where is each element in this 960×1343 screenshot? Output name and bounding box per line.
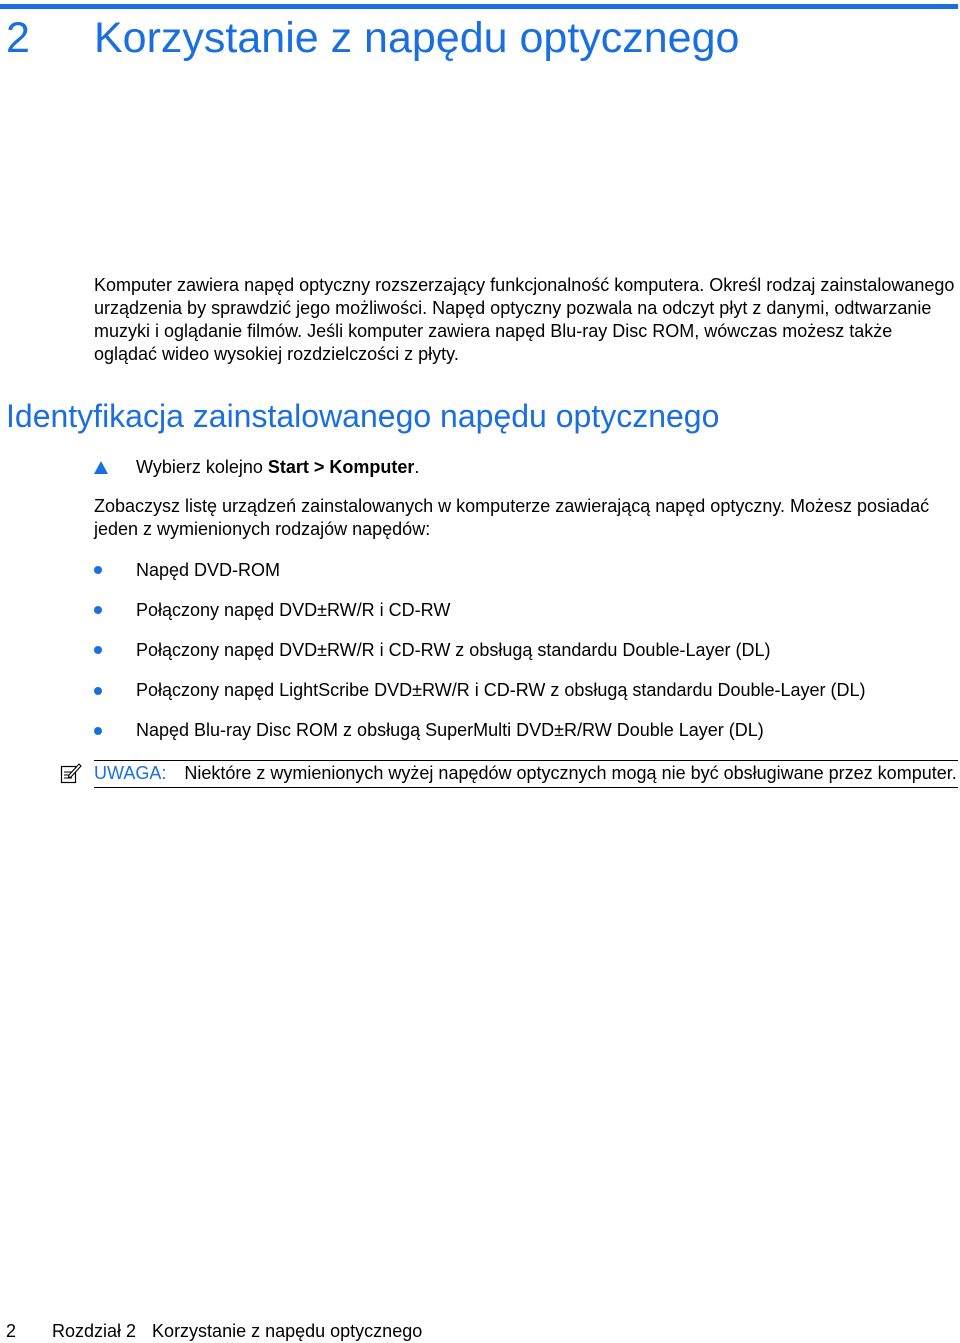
chapter-heading [6, 14, 739, 66]
step-start-label: Start [267, 456, 309, 477]
result-paragraph: Zobaczysz listę urządzeń zainstalowanych w komputerze zawierającą napęd optyczny. Możesz posiadać jeden z wymienionych rodzajów napędów: [94, 496, 930, 539]
list-item [94, 678, 866, 704]
drive-list [94, 557, 866, 758]
drive-label: Połączony napęd DVD±RW/R i CD-RW [136, 599, 451, 620]
bullet-icon [94, 687, 102, 695]
bullet-icon [94, 566, 102, 574]
chapter-number: 2 [6, 14, 30, 62]
drive-label: Napęd DVD-ROM [136, 559, 281, 580]
step-computer-label: Komputer [329, 456, 415, 477]
bullet-icon [94, 646, 102, 654]
drive-label: Połączony napęd DVD±RW/R i CD-RW z obsługą standardu Double-Layer (DL) [136, 639, 771, 660]
step-instruction [94, 455, 419, 479]
top-rule [0, 4, 958, 9]
page-footer [6, 1319, 422, 1343]
triangle-step-icon [94, 461, 108, 474]
step-separator: > [308, 456, 330, 477]
drive-label: Połączony napęd LightScribe DVD±RW/R i CD-RW z obsługą standardu Double-Layer (DL) [136, 680, 866, 701]
note-pencil-icon [60, 762, 82, 784]
page-number: 2 [6, 1320, 17, 1341]
list-item [94, 718, 866, 744]
list-item [94, 597, 866, 623]
step-prefix: Wybierz kolejno [136, 456, 268, 477]
step-suffix: . [414, 456, 420, 477]
list-item [94, 637, 866, 663]
intro-paragraph: Komputer zawiera napęd optyczny rozszerzający funkcjonalność komputera. Określ rodzaj zainstalowanego urządzenia by sprawdzić jego możliwości. Napęd optyczny pozwala na odczyt płyt z danymi, odtwarzanie muzyki i oglądanie filmów. Jeśli komputer zawiera napęd Blu-ray Disc ROM, wówczas możesz także oglądać wideo wysokiej rozdzielczości z płyty. [94, 275, 955, 364]
note-label: UWAGA: [94, 763, 167, 783]
section-heading: Identyfikacja zainstalowanego napędu optycznego [6, 398, 720, 434]
note-box [94, 760, 958, 788]
bullet-icon [94, 727, 102, 735]
bullet-icon [94, 606, 102, 614]
note-text: Niektóre z wymienionych wyżej napędów optycznych mogą nie być obsługiwane przez komputer. [184, 763, 957, 783]
list-item [94, 557, 866, 583]
footer-chapter-title: Korzystanie z napędu optycznego [152, 1320, 423, 1341]
chapter-title: Korzystanie z napędu optycznego [94, 14, 740, 62]
drive-label: Napęd Blu-ray Disc ROM z obsługą SuperMulti DVD±R/RW Double Layer (DL) [136, 720, 764, 741]
footer-chapter-label: Rozdział 2 [52, 1320, 137, 1341]
